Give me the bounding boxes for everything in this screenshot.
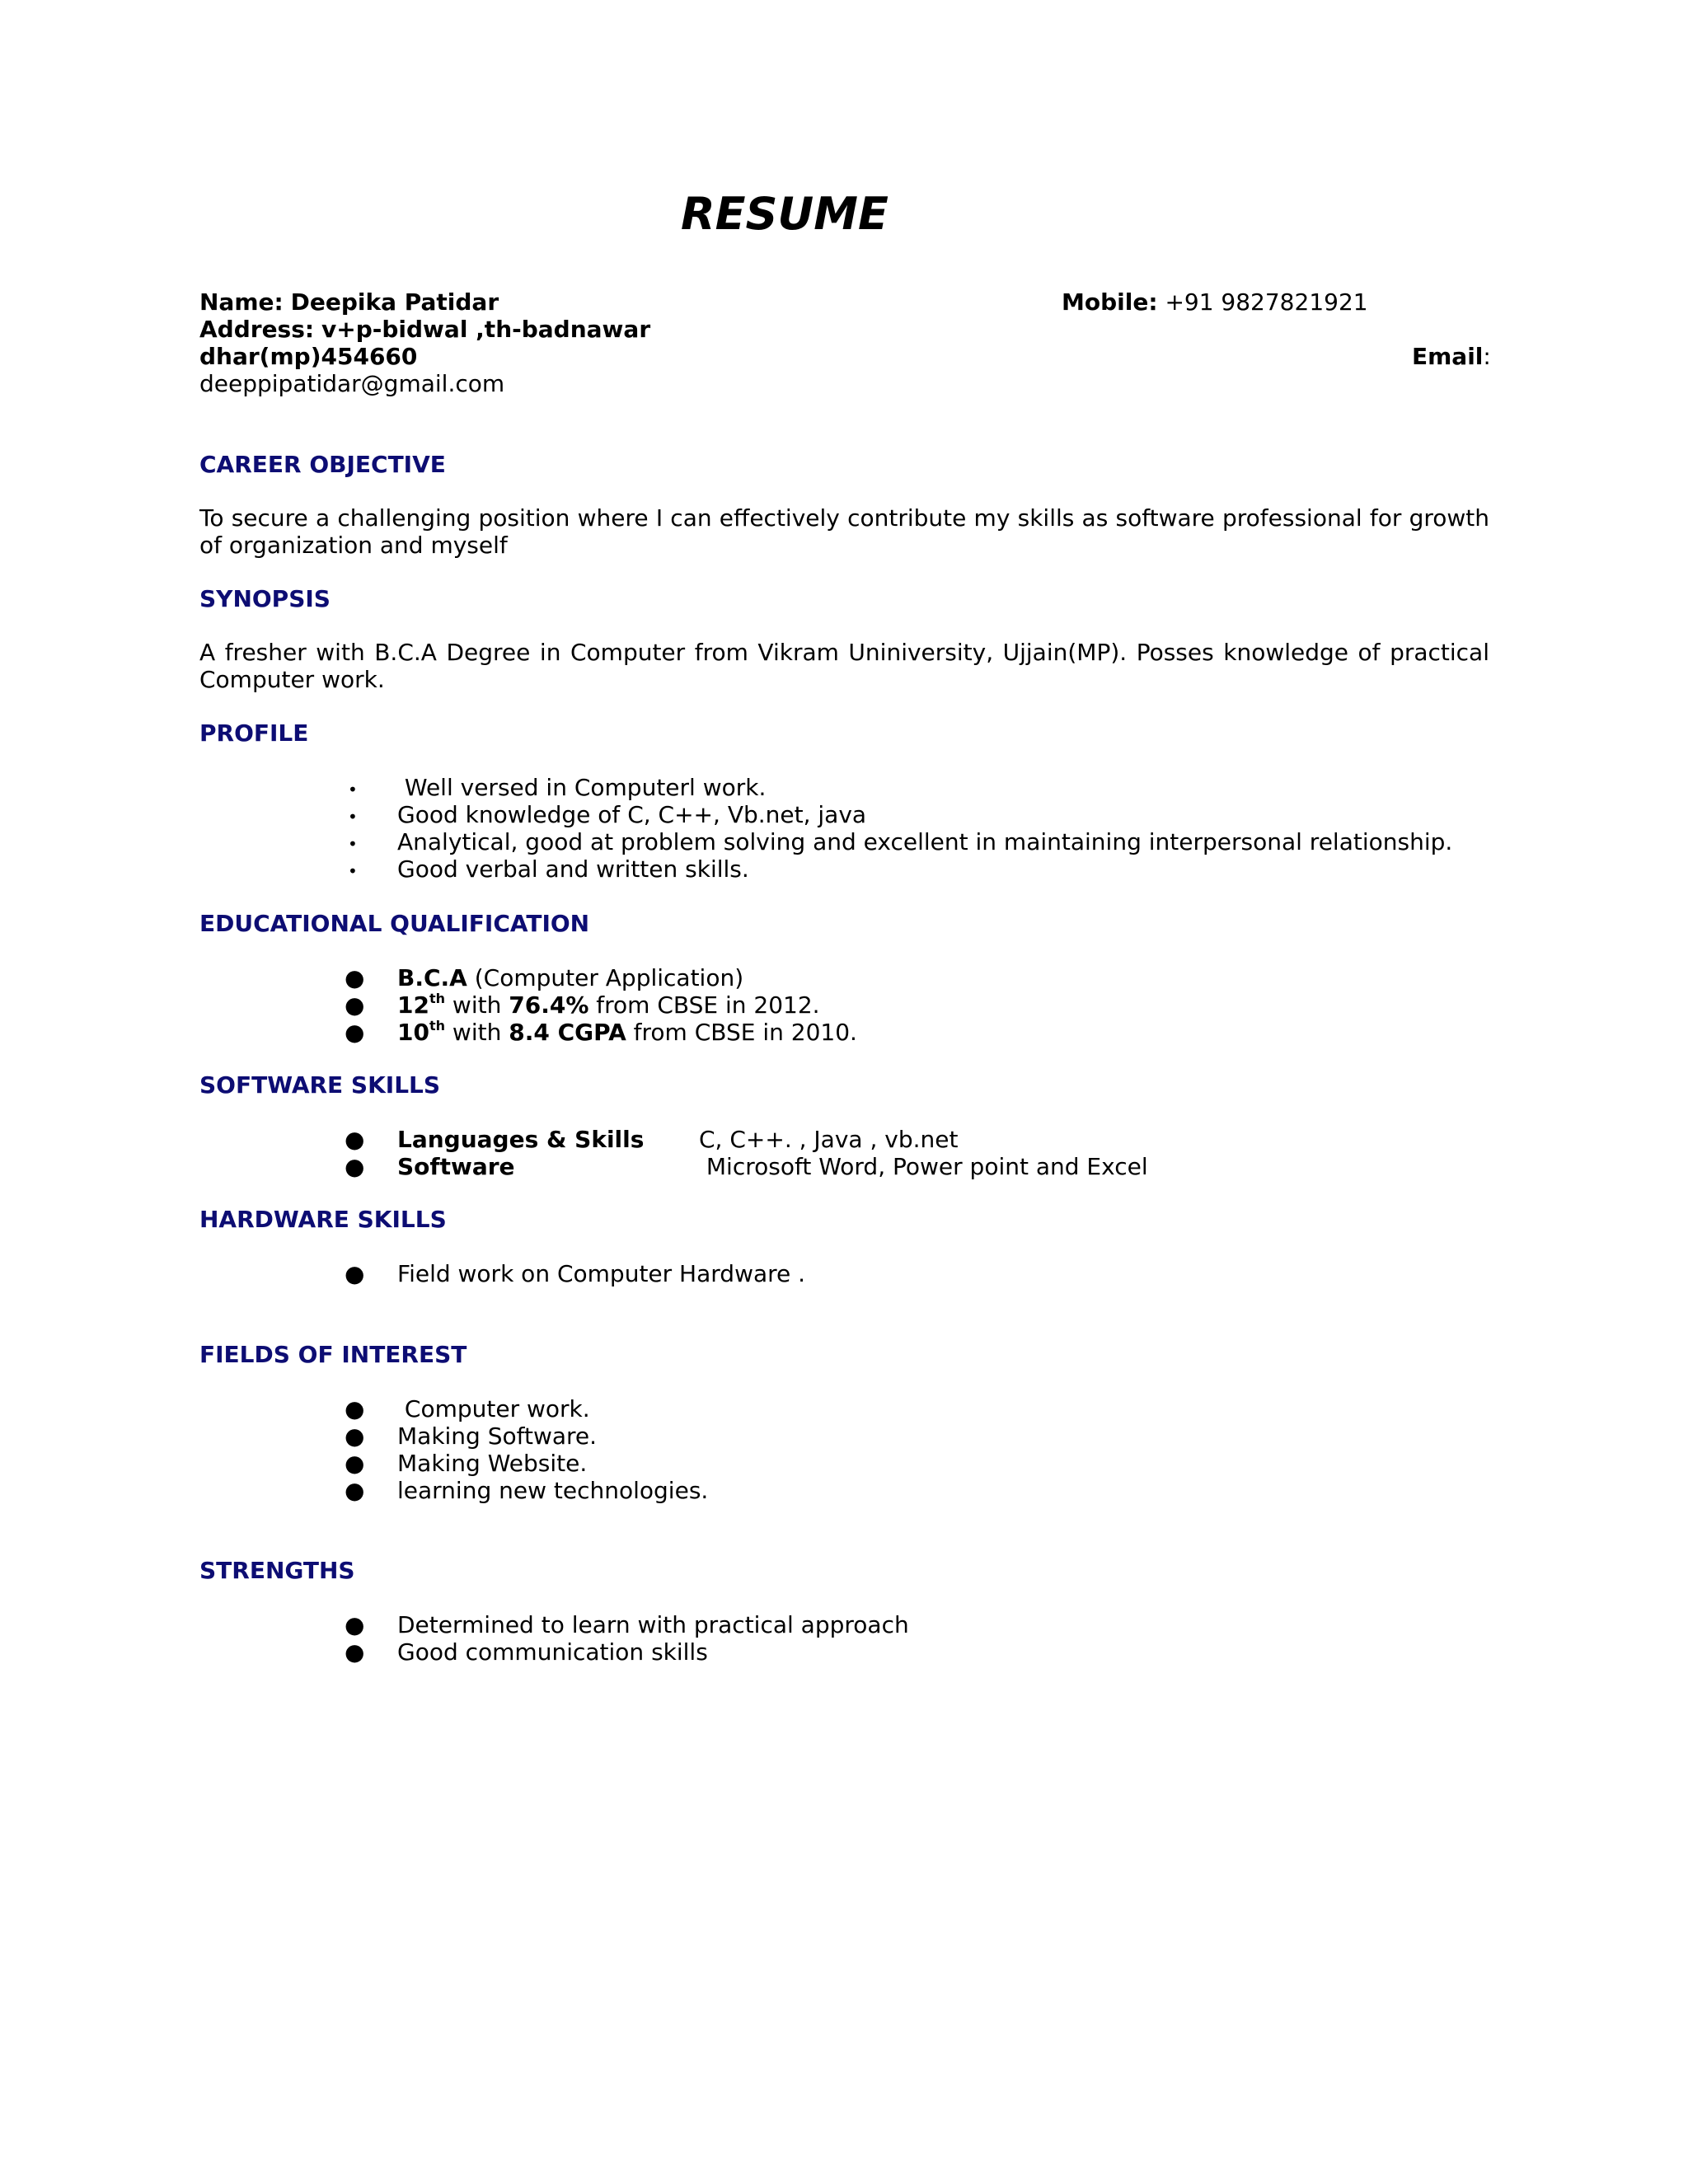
bullet-mark: ● [345, 1019, 365, 1046]
name-label: Name: [199, 288, 284, 316]
edu-with: with [445, 991, 509, 1019]
edu-degree: B.C.A [397, 964, 467, 991]
email-address: deeppipatidar@gmail.com [199, 370, 505, 397]
list-item [345, 1260, 805, 1287]
bullet-mark: ● [345, 1126, 365, 1153]
strengths-heading: STRENGTHS [199, 1557, 355, 1584]
list-item [345, 1019, 857, 1046]
name-line [199, 288, 499, 316]
bullet-mark: ● [345, 991, 365, 1019]
bullet-mark: ● [345, 1395, 365, 1422]
bullet-mark: ● [345, 1153, 365, 1180]
interest-item: Computer work. [397, 1395, 590, 1422]
career-objective-text: To secure a challenging position where I can effectively contribute my skills as software professional for growth of organization and myself [199, 504, 1489, 559]
skill-label: Languages & Skills [397, 1126, 645, 1153]
bullet-mark: ● [345, 1638, 365, 1666]
mobile-label: Mobile: [1062, 288, 1158, 316]
candidate-name: Deepika Patidar [290, 288, 499, 316]
edu-score: 8.4 CGPA [509, 1019, 626, 1046]
career-objective-heading: CAREER OBJECTIVE [199, 451, 446, 478]
list-item [345, 1422, 597, 1450]
edu-rest: from CBSE in 2012. [588, 991, 820, 1019]
synopsis-text: A fresher with B.C.A Degree in Computer from Vikram Uniniversity, Ujjain(MP). Posses knowledge of practical Computer work. [199, 639, 1489, 693]
strength-item: Determined to learn with practical approach [397, 1611, 909, 1638]
mobile-line [1062, 288, 1368, 316]
list-item [345, 964, 743, 991]
edu-degree: 10 [397, 1019, 429, 1046]
profile-item: Good knowledge of C, C++, Vb.net, java [397, 801, 867, 828]
bullet-mark: ● [345, 1260, 365, 1287]
bullet-mark: • [348, 861, 358, 881]
address-text-1: v+p-bidwal ,th-badnawar [321, 316, 651, 343]
edu-sup: th [429, 991, 446, 1006]
skill-value: C, C++. , Java , vb.net [699, 1126, 959, 1153]
fields-of-interest-heading: FIELDS OF INTEREST [199, 1341, 467, 1368]
profile-item: Good verbal and written skills. [397, 855, 749, 883]
bullet-mark: • [348, 834, 358, 854]
edu-degree: 12 [397, 991, 429, 1019]
profile-item: Well versed in Computerl work. [397, 774, 767, 801]
skill-label: Software [397, 1153, 515, 1180]
list-item [345, 1395, 590, 1422]
edu-rest: from CBSE in 2010. [626, 1019, 857, 1046]
interest-item: Making Software. [397, 1422, 598, 1450]
interest-item: Making Website. [397, 1450, 588, 1477]
address-line-2: dhar(mp)454660 [199, 343, 418, 370]
strength-item: Good communication skills [397, 1638, 708, 1666]
bullet-mark: ● [345, 1611, 365, 1638]
software-skills-heading: SOFTWARE SKILLS [199, 1071, 441, 1099]
list-item [345, 1477, 708, 1504]
list-item [345, 1126, 958, 1153]
bullet-mark: ● [345, 964, 365, 991]
skill-value: Microsoft Word, Power point and Excel [699, 1153, 1148, 1180]
mobile-number: +91 9827821921 [1165, 288, 1368, 316]
list-item [345, 1611, 909, 1638]
list-item [345, 1450, 587, 1477]
email-label-line [1412, 343, 1491, 370]
list-item [345, 828, 1452, 858]
bullet-mark: ● [345, 1450, 365, 1477]
education-heading: EDUCATIONAL QUALIFICATION [199, 910, 590, 937]
edu-rest: (Computer Application) [467, 964, 744, 991]
bullet-mark: • [348, 807, 358, 827]
edu-score: 76.4% [509, 991, 589, 1019]
address-line-1 [199, 316, 650, 343]
list-item [345, 1153, 1148, 1180]
list-item [345, 991, 820, 1019]
page-title: RESUME [681, 188, 889, 240]
hardware-item: Field work on Computer Hardware . [397, 1260, 806, 1287]
list-item [345, 774, 766, 804]
list-item [345, 1638, 708, 1666]
profile-heading: PROFILE [199, 719, 309, 747]
synopsis-heading: SYNOPSIS [199, 585, 331, 612]
bullet-mark: • [348, 780, 358, 799]
hardware-skills-heading: HARDWARE SKILLS [199, 1206, 447, 1233]
email-label: Email [1412, 343, 1484, 370]
profile-item: Analytical, good at problem solving and excellent in maintaining interpersonal relationship. [397, 828, 1453, 855]
edu-sup: th [429, 1018, 446, 1033]
edu-with: with [445, 1019, 509, 1046]
interest-item: learning new technologies. [397, 1477, 709, 1504]
list-item [345, 801, 866, 831]
list-item [345, 855, 749, 885]
bullet-mark: ● [345, 1422, 365, 1450]
bullet-mark: ● [345, 1477, 365, 1504]
email-colon: : [1483, 343, 1491, 370]
address-label: Address: [199, 316, 315, 343]
